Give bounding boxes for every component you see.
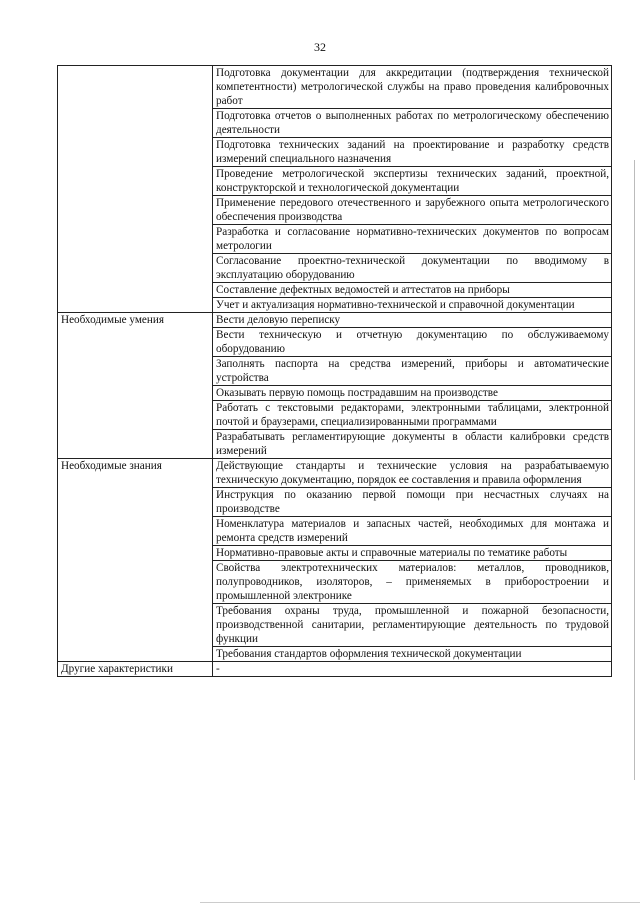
section-label: Необходимые умения (58, 313, 213, 459)
section-item-text: Подготовка документации для аккредитации (подтверждения технической компетентности) метрологической службы на право проведения калибровочных работ (216, 67, 609, 107)
section-item-cell (213, 459, 612, 488)
section-item-cell (213, 138, 612, 167)
table-row (58, 66, 612, 109)
section-item-text: Учет и актуализация нормативно-технической и справочной документации (216, 299, 575, 311)
section-item-cell (213, 401, 612, 430)
section-item-cell (213, 254, 612, 283)
section-item-cell (213, 517, 612, 546)
section-item-text: Подготовка отчетов о выполненных работах по метрологическому обеспечению деятельности (216, 110, 609, 136)
section-item-text: Требования охраны труда, промышленной и пожарной безопасности, производственной санитарии, регламентирующие деятельность по трудовой функции (216, 605, 609, 645)
section-item-cell (213, 546, 612, 561)
section-item-cell (213, 313, 612, 328)
section-item-text: Работать с текстовыми редакторами, электронными таблицами, электронной почтой и браузерами, специализированными программами (216, 402, 609, 428)
section-item-cell (213, 357, 612, 386)
section-item-cell (213, 430, 612, 459)
section-item-text: Оказывать первую помощь пострадавшим на производстве (216, 387, 498, 399)
section-label: Необходимые знания (58, 459, 213, 662)
section-item-text: Проведение метрологической экспертизы технических заданий, проектной, конструкторской и технологической документации (216, 168, 609, 194)
table-row (58, 662, 612, 677)
section-item-cell (213, 386, 612, 401)
section-item-cell (213, 662, 612, 677)
page-number: 32 (314, 40, 326, 54)
section-item-text: Заполнять паспорта на средства измерений, приборы и автоматические устройства (216, 358, 609, 384)
section-item-text: Составление дефектных ведомостей и аттестатов на приборы (216, 284, 510, 296)
section-item-cell (213, 298, 612, 313)
table-body (58, 66, 612, 677)
section-item-text: - (216, 663, 220, 675)
section-item-cell (213, 561, 612, 604)
section-item-text: Разрабатывать регламентирующие документы в области калибровки средств измерений (216, 431, 609, 457)
section-item-cell (213, 225, 612, 254)
section-item-text: Подготовка технических заданий на проектирование и разработку средств измерений специального назначения (216, 139, 609, 165)
section-item-text: Требования стандартов оформления технической документации (216, 648, 522, 660)
section-item-text: Вести техническую и отчетную документацию по обслуживаемому оборудованию (216, 329, 609, 355)
section-item-text: Разработка и согласование нормативно-технических документов по вопросам метрологии (216, 226, 609, 252)
section-item-cell (213, 283, 612, 298)
section-item-cell (213, 488, 612, 517)
section-item-text: Номенклатура материалов и запасных частей, необходимых для монтажа и ремонта средств измерений (216, 518, 609, 544)
section-item-text: Нормативно-правовые акты и справочные материалы по тематике работы (216, 547, 568, 559)
table-row (58, 313, 612, 328)
labor-function-table (57, 65, 612, 677)
section-item-text: Применение передового отечественного и зарубежного опыта метрологического обеспечения производства (216, 197, 609, 223)
scan-edge-bottom (200, 902, 640, 903)
section-item-text: Инструкция по оказанию первой помощи при несчастных случаях на производстве (216, 489, 609, 515)
section-item-cell (213, 647, 612, 662)
section-item-text: Свойства электротехнических материалов: металлов, проводников, полупроводников, изоляторов, – применяемых в приборостроении и промышленной электронике (216, 562, 609, 602)
scan-edge-right (634, 160, 635, 780)
section-item-text: Действующие стандарты и технические условия на разрабатываемую техническую документацию, порядок ее составления и правила оформления (216, 460, 609, 486)
section-item-cell (213, 66, 612, 109)
section-label (58, 66, 213, 313)
section-item-text: Согласование проектно-технической документации по вводимому в эксплуатацию оборудованию (216, 255, 609, 281)
table-row (58, 459, 612, 488)
section-item-cell (213, 109, 612, 138)
section-item-cell (213, 328, 612, 357)
section-item-cell (213, 196, 612, 225)
section-item-cell (213, 167, 612, 196)
section-label: Другие характеристики (58, 662, 213, 677)
section-item-text: Вести деловую переписку (216, 314, 341, 326)
section-item-cell (213, 604, 612, 647)
